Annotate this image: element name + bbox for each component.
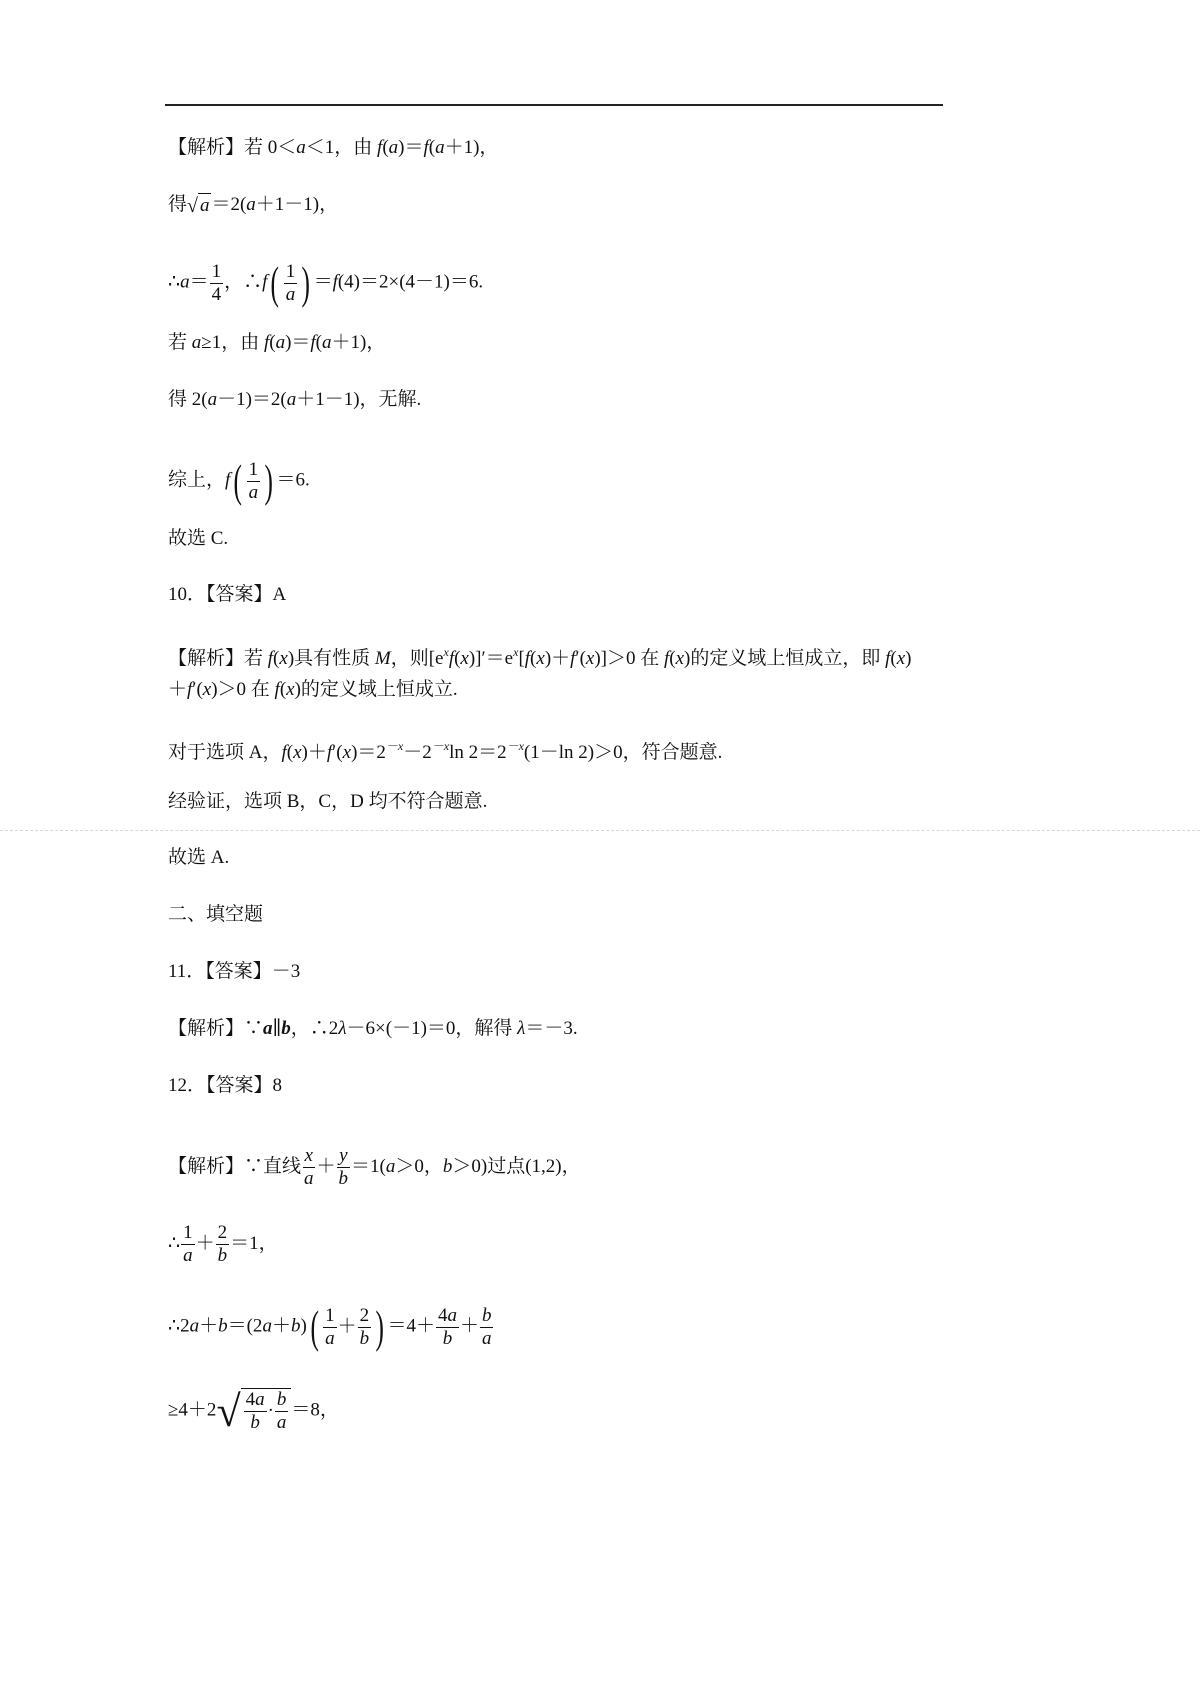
math-variable: a xyxy=(285,283,296,305)
text-run: ∴ xyxy=(168,271,181,293)
math-variable: λ xyxy=(517,1018,526,1039)
group-content xyxy=(322,1305,372,1350)
superscript: x xyxy=(513,645,519,659)
text-run: ＋ xyxy=(337,1315,357,1337)
math-variable: b xyxy=(276,1389,287,1410)
text-run: 综上， xyxy=(168,469,226,491)
text-run: )＝ xyxy=(285,332,311,353)
fraction xyxy=(480,1305,494,1350)
text-line xyxy=(168,455,310,506)
text-run: 11．【答案】－3 xyxy=(168,961,301,982)
text-run: 4 xyxy=(211,283,222,305)
text-run: 4 xyxy=(245,1389,256,1410)
text-line xyxy=(168,1145,581,1190)
math-variable: f xyxy=(570,648,576,669)
fraction xyxy=(436,1305,459,1350)
denominator xyxy=(216,1245,230,1267)
text-run: ( xyxy=(669,648,676,669)
text-run: )]′＝e xyxy=(468,648,514,669)
text-run: －1)＝2( xyxy=(217,389,287,410)
text-run: 12．【答案】8 xyxy=(168,1075,283,1096)
text-line xyxy=(168,1017,578,1041)
text-run: · xyxy=(267,1399,274,1421)
text-run: 1 xyxy=(285,260,296,282)
text-run: 2 xyxy=(359,1304,370,1326)
text-run: ＝1( xyxy=(351,1155,386,1177)
text-run: ＝1， xyxy=(230,1232,278,1254)
text-run: ＋ xyxy=(168,679,188,700)
text-run: ＝6. xyxy=(276,469,310,491)
text-run: ＜1，由 xyxy=(305,137,378,158)
math-variable: b xyxy=(250,1412,260,1433)
text-run: 【解析】若 xyxy=(168,648,268,669)
math-variable: a xyxy=(263,1018,273,1039)
right-paren: ) xyxy=(375,1301,385,1352)
text-run: －2 xyxy=(403,742,432,763)
text-run: )＝ xyxy=(398,137,424,158)
text-run: 【解析】若 0＜ xyxy=(168,137,297,158)
math-variable: a xyxy=(304,1168,314,1189)
text-run: ′( xyxy=(332,742,343,763)
text-run: ，∴ xyxy=(224,271,263,293)
fraction xyxy=(284,261,298,306)
text-run: (1－ln 2)＞0，符合题意. xyxy=(523,742,723,763)
text-line xyxy=(168,1388,339,1434)
text-run: [ xyxy=(518,648,525,669)
text-run: ( xyxy=(530,648,537,669)
text-line xyxy=(168,960,300,984)
fraction xyxy=(275,1389,289,1434)
math-variable: x xyxy=(304,1145,313,1166)
math-variable: b xyxy=(281,1018,291,1039)
math-variable: x xyxy=(460,648,469,669)
text-run: 1 xyxy=(211,260,222,282)
math-variable: a xyxy=(207,389,218,410)
numerator xyxy=(244,1389,267,1412)
math-variable: b xyxy=(442,1327,453,1349)
denominator xyxy=(323,1328,337,1350)
math-variable: a xyxy=(246,194,256,215)
math-variable: b xyxy=(290,1315,301,1337)
text-run: ( xyxy=(279,679,287,700)
math-variable: f xyxy=(326,742,333,763)
text-run: 经验证，选项 B，C，D 均不符合题意. xyxy=(168,791,488,812)
math-variable: f xyxy=(262,271,268,293)
page-break-divider xyxy=(0,830,1200,831)
text-run: 1 xyxy=(183,1222,193,1243)
numerator xyxy=(275,1389,289,1412)
text-run: (4)＝2×(4－1)＝6. xyxy=(337,271,484,293)
math-variable: a xyxy=(325,1327,335,1349)
math-variable: f xyxy=(448,648,455,669)
math-variable: a xyxy=(180,271,190,293)
text-run: ln 2＝2 xyxy=(449,742,507,763)
math-variable: f xyxy=(267,648,274,669)
math-variable: a xyxy=(189,1315,200,1337)
math-variable: f xyxy=(377,137,383,158)
text-run: )＝2 xyxy=(351,742,386,763)
text-line xyxy=(168,903,263,927)
text-run: ＝－3. xyxy=(525,1018,578,1039)
text-run: ≥4＋2 xyxy=(168,1399,217,1421)
math-variable: a xyxy=(435,137,445,158)
numerator xyxy=(323,1305,337,1328)
numerator xyxy=(284,261,298,284)
text-run: 10．【答案】A xyxy=(168,584,287,605)
text-run: ( xyxy=(890,648,897,669)
text-run: ＋ xyxy=(459,1315,479,1337)
denominator xyxy=(248,1412,262,1434)
fraction xyxy=(323,1305,337,1350)
text-run: 得 2( xyxy=(168,389,208,410)
math-variable: y xyxy=(339,1145,348,1166)
math-variable: x xyxy=(675,648,685,669)
math-variable: x xyxy=(585,648,595,669)
text-run: ∴ xyxy=(168,1232,181,1254)
text-run: 1 xyxy=(248,458,259,480)
text-run: ＋ xyxy=(199,1315,219,1337)
numerator xyxy=(480,1305,494,1328)
text-line xyxy=(168,846,229,870)
text-run: 若 xyxy=(168,332,192,353)
math-variable: f xyxy=(524,648,531,669)
superscript: x xyxy=(443,645,449,659)
math-variable: λ xyxy=(338,1018,347,1039)
math-variable: x xyxy=(286,679,295,700)
math-variable: b xyxy=(217,1245,228,1266)
denominator xyxy=(181,1245,195,1267)
math-variable: a xyxy=(276,1412,287,1433)
math-variable: x xyxy=(536,648,545,669)
text-run: ≥1，由 xyxy=(201,332,264,353)
math-variable: f xyxy=(310,332,316,353)
text-run: 故选 C. xyxy=(168,528,229,549)
text-run: )]＞0 在 xyxy=(594,648,664,669)
math-variable: a xyxy=(286,389,297,410)
numerator xyxy=(210,261,224,284)
denominator xyxy=(210,284,224,306)
text-run: 【解析】∵ xyxy=(168,1018,264,1039)
square-root xyxy=(216,1388,291,1434)
math-variable: f xyxy=(664,648,670,669)
math-variable: b xyxy=(442,1155,453,1177)
superscript: －x xyxy=(506,739,524,753)
text-line xyxy=(168,388,421,412)
left-paren: ( xyxy=(233,455,243,506)
denominator xyxy=(337,1168,351,1190)
math-variable: a xyxy=(262,1315,272,1337)
parenthesized-fraction xyxy=(230,455,276,506)
math-variable: x xyxy=(342,742,352,763)
text-run: ＋1)， xyxy=(444,137,499,158)
parenthesized-group xyxy=(307,1301,388,1352)
text-line xyxy=(168,583,286,607)
text-run: ( xyxy=(286,742,294,763)
header-rule xyxy=(165,104,943,106)
radical-sign: √ xyxy=(216,1387,241,1436)
math-variable: a xyxy=(199,195,210,217)
radicand xyxy=(241,1388,292,1434)
text-run: ＋ xyxy=(271,1315,291,1337)
superscript: －x xyxy=(385,739,404,753)
math-variable: b xyxy=(359,1327,370,1349)
numerator xyxy=(337,1145,349,1168)
math-variable: x xyxy=(293,742,302,763)
numerator xyxy=(247,459,261,482)
math-variable: b xyxy=(481,1304,492,1326)
text-line xyxy=(168,1222,278,1267)
text-line xyxy=(168,678,458,702)
math-variable: a xyxy=(481,1327,492,1349)
fraction xyxy=(244,1389,267,1434)
text-run: 得 xyxy=(168,194,188,215)
text-run: )的定义域上恒成立. xyxy=(294,679,458,700)
text-run: ＋1－1)， xyxy=(255,194,339,215)
left-paren: ( xyxy=(310,1301,319,1352)
text-run: ) xyxy=(300,1315,307,1337)
text-run: ＋1－1)，无解. xyxy=(296,389,422,410)
text-run: ＞0)过点(1,2)， xyxy=(452,1155,581,1177)
text-run: 故选 A. xyxy=(168,847,230,868)
text-run: ( xyxy=(273,648,280,669)
text-run: )＋ xyxy=(301,742,327,763)
text-run: ( xyxy=(428,137,436,158)
text-run: 对于选项 A， xyxy=(168,742,282,763)
text-run: ′( xyxy=(575,648,586,669)
numerator xyxy=(181,1222,195,1245)
radicand xyxy=(198,193,212,218)
math-variable: a xyxy=(255,1389,265,1410)
fraction xyxy=(302,1145,316,1190)
math-variable: f xyxy=(274,679,280,700)
math-variable: a xyxy=(248,481,259,503)
text-run: )＋ xyxy=(544,648,571,669)
denominator xyxy=(247,482,261,504)
text-run: ( xyxy=(315,332,322,353)
numerator xyxy=(303,1145,315,1168)
left-paren: ( xyxy=(270,257,280,308)
math-variable: a xyxy=(296,137,306,158)
text-run: ) xyxy=(905,648,912,669)
math-variable: f xyxy=(225,469,231,491)
text-run: ∥ xyxy=(272,1018,282,1039)
fraction xyxy=(216,1222,230,1267)
text-run: ( xyxy=(382,137,389,158)
text-run: ＋ xyxy=(195,1232,215,1254)
radical-sign: √ xyxy=(187,195,198,218)
text-run: 2 xyxy=(217,1222,228,1243)
text-run: ＞0， xyxy=(395,1155,443,1177)
text-line xyxy=(168,734,722,765)
math-variable: a xyxy=(191,332,202,353)
text-run: ＝4＋ xyxy=(387,1315,435,1337)
math-variable: f xyxy=(885,648,891,669)
text-run: ∴2 xyxy=(168,1315,190,1337)
text-run: ( xyxy=(454,648,461,669)
text-line xyxy=(168,1301,494,1352)
math-variable: x xyxy=(896,648,906,669)
text-line xyxy=(168,640,912,671)
parenthesized-fraction xyxy=(267,257,313,308)
right-paren: ) xyxy=(301,257,311,308)
superscript: －x xyxy=(431,739,450,753)
text-run: ＝(2 xyxy=(227,1315,263,1337)
numerator xyxy=(216,1222,230,1245)
text-run: )的定义域上恒成立，即 xyxy=(684,648,886,669)
math-variable: M xyxy=(374,648,391,669)
math-variable: a xyxy=(275,332,286,353)
text-run: ＋ xyxy=(316,1155,336,1177)
text-run: ＝ xyxy=(313,271,333,293)
math-variable: a xyxy=(183,1245,193,1266)
fraction xyxy=(337,1145,351,1190)
math-variable: a xyxy=(447,1304,457,1326)
text-run: ′( xyxy=(192,679,203,700)
text-run: )＞0 在 xyxy=(211,679,275,700)
math-variable: a xyxy=(322,332,332,353)
text-run: ＋1)， xyxy=(331,332,386,353)
fraction xyxy=(247,459,261,504)
denominator xyxy=(302,1168,316,1190)
math-variable: f xyxy=(332,271,338,293)
text-line xyxy=(168,136,498,160)
denominator xyxy=(275,1412,289,1434)
math-variable: f xyxy=(187,679,193,700)
text-line xyxy=(168,527,228,551)
text-run: 二、填空题 xyxy=(168,904,264,925)
text-run: ＝8， xyxy=(291,1399,339,1421)
math-variable: f xyxy=(263,332,270,353)
right-paren: ) xyxy=(264,455,274,506)
text-run: ( xyxy=(269,332,276,353)
math-variable: a xyxy=(385,1155,396,1177)
text-line xyxy=(168,1074,282,1098)
text-run: ，∴2 xyxy=(290,1018,339,1039)
math-variable: b xyxy=(338,1168,349,1189)
text-run: －6×(－1)＝0，解得 xyxy=(346,1018,518,1039)
numerator xyxy=(358,1305,372,1328)
math-variable: f xyxy=(423,137,429,158)
math-variable: f xyxy=(281,742,287,763)
denominator xyxy=(480,1328,494,1350)
text-run: ，则[e xyxy=(390,648,444,669)
denominator xyxy=(358,1328,372,1350)
text-line xyxy=(168,257,484,308)
fraction xyxy=(181,1222,195,1267)
denominator xyxy=(284,284,298,306)
text-run: 4 xyxy=(437,1304,448,1326)
math-variable: b xyxy=(218,1315,228,1337)
numerator xyxy=(436,1305,459,1328)
text-line xyxy=(168,193,338,218)
text-run: ＝ xyxy=(189,271,209,293)
text-run: )具有性质 xyxy=(287,648,375,669)
fraction xyxy=(358,1305,372,1350)
text-line xyxy=(168,331,385,355)
text-line xyxy=(168,790,487,814)
square-root xyxy=(187,193,211,218)
math-variable: a xyxy=(388,137,399,158)
math-variable: x xyxy=(202,679,212,700)
text-run: ＝2( xyxy=(211,194,247,215)
math-variable: x xyxy=(279,648,288,669)
text-run: 【解析】∵直线 xyxy=(168,1155,302,1177)
denominator xyxy=(441,1328,455,1350)
fraction xyxy=(210,261,224,306)
text-run: 1 xyxy=(325,1304,335,1326)
